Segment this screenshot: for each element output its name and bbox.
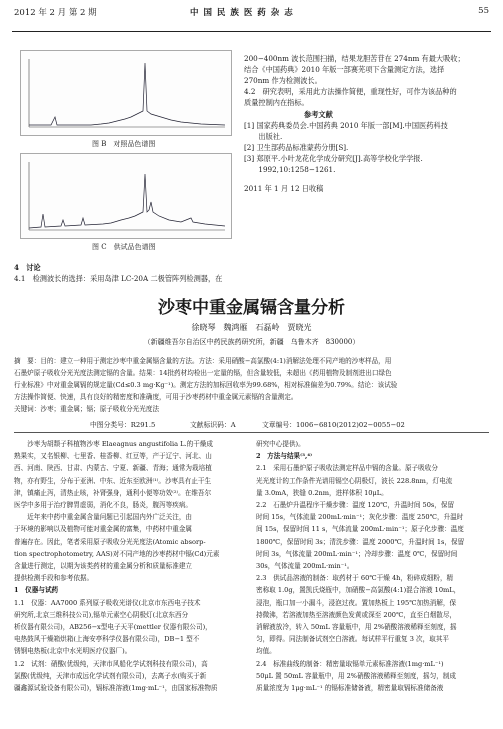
body-line: 熟果实，又名银柳、七里香、桂香柳、红豆等，产于辽宁、河北、山 [14, 452, 212, 461]
discussion-text: 4.1 检测波长的选择：采用岛津 LC-20A 二极管阵列检测器，在 [14, 274, 223, 283]
body-line: 质量浓度为 1μg·mL⁻¹ 的镉标准储备液，精密量取镉标准储备液 [256, 684, 444, 693]
body-line: 2.2 石墨炉升温程序干燥步骤：温度 120℃，升温时间 50s，保留 [256, 501, 455, 510]
body-line: tion spectrophotometry, AAS)对不同产地的沙枣药材中镉(Cd)元素 [14, 549, 220, 558]
reference-item: [2] 卫生部药品标准蒙药分册[S]. [244, 143, 349, 152]
body-line: 间 15s，保留时间 11 s，气体流量 200mL·min⁻¹；原子化步骤：温度 [256, 525, 464, 534]
discussion-heading: 4 讨论 [14, 263, 41, 272]
body-line: 时间 3s，气体流量 200mL·min⁻¹；冷却步骤：温度 0℃，保留时间 [256, 549, 458, 558]
text-line: 结合《中国药典》2010 年版一部赛芜项下含量测定方法，选择 [244, 65, 445, 74]
body-line: 于环境的影响以及植物可能对重金属的富集，中药材中重金属 [14, 525, 193, 534]
page-header [0, 0, 503, 34]
section-heading: 2 方法与结果⁽³,⁴⁾ [256, 452, 313, 461]
reference-item: [3] 郑原平.小叶龙花化学成分研究[J].高等学校化学学报. [244, 154, 423, 163]
body-line: 密称取 1.0g，置凯氏烧瓶中，加硝酸−高氯酸(4:1)混合溶液 10mL， [256, 586, 461, 595]
body-line: 2.4 标准曲线的制备：精密量取镉单元素标准溶液(1mg·mL⁻¹) [256, 659, 444, 668]
body-line: 50μL 置 50mL 容量瓶中，用 2%硝酸溶液稀释至刻度，摇匀，制成 [256, 671, 456, 680]
issue-date: 2012 年 2 月 第 2 期 [14, 8, 97, 18]
body-line: 锈钢电热板(北京中水光明医疗仪器厂)。 [14, 647, 132, 656]
abstract-line: 摘 要：目的：建立一种用于测定沙枣中重金属镉含量的方法。方法：采用硝酸−高氯酸(4:1)消解法处理不同产地的沙枣样品，用 [14, 357, 392, 365]
body-line: 研究中心提供)。 [256, 440, 305, 448]
body-line: 普遍存在。因此，笔者采用原子吸收分光光度法(Atomic absorp- [14, 537, 206, 546]
abstract-divider [14, 432, 489, 433]
header-rule [12, 31, 491, 32]
body-line: 西、河南、陕西、甘肃、内蒙古、宁夏、新疆、青海；通常为栽培植 [14, 464, 212, 473]
figure-c-caption: 图 C 供试品色谱图 [92, 243, 156, 251]
article-affiliation: （新疆维吾尔自治区中药民族药研究所，新疆 乌鲁木齐 830000） [143, 338, 360, 346]
reference-item: 1992,10:1258−1261. [244, 165, 336, 174]
body-left-column [14, 438, 246, 694]
body-line: 1.1 仪器：AA7000 系列原子吸收光谱仪(北京市东西电子技术 [14, 598, 201, 607]
body-line: 氯酸(优级纯，天津市成远化学试剂有限公司)，去离子水(购买于新 [14, 671, 207, 680]
body-line: 含量进行测定，以期为该类药材的重金属分析和质量标准建立 [14, 562, 193, 571]
abstract-block [14, 355, 489, 415]
article-number: 文章编号：1006−6810(2012)02−0055−02 [262, 421, 405, 429]
body-line: 电热鼓风干燥箱烘箱(上海安亭科学仪器有限公司)，DB−1 型不 [14, 635, 200, 644]
body-line: 析仪器有限公司)，AB256−ⅹ型电子天平(mettler 仪器有限公司)， [14, 623, 212, 632]
body-line: 量 3.0mA，狭缝 0.2nm，进样体积 10μL。 [256, 488, 388, 497]
previous-article-continuation [244, 53, 494, 194]
body-line: 均值。 [256, 647, 276, 656]
chromatogram-sample-figure [20, 153, 232, 239]
journal-name: 中 国 民 族 医 药 杂 志 [190, 8, 294, 18]
body-right-column [256, 438, 492, 694]
reference-item: [1] 国家药典委员会.中国药典 2010 年版一部[M].中国医药科技 [244, 121, 448, 130]
body-line: 持微沸，若溶液加热至溶液颜色发黄或深至 200℃，直至白烟散尽， [256, 610, 457, 619]
body-line: 2.1 采用石墨炉原子吸收法测定样品中镉的含量。原子吸收分 [256, 464, 438, 473]
body-line: 30s，气体流量 200mL·min⁻¹。 [256, 562, 354, 571]
body-line: 2.3 供试品溶液的制备：取药材于 60℃干燥 4h，粉碎成细粉，精 [256, 574, 454, 583]
references-heading: 参考文献 [304, 110, 333, 119]
body-line: 匀，即得。同法制备试剂空白溶液。每试样平行重复 3 次，取其平 [256, 635, 450, 644]
abstract-line: 石墨炉原子吸收分光光度法测定镉的含量。结果：14批药材均检出一定量的镉，但含量较低，未超出《药用植物及制剂进出口绿色 [14, 369, 392, 377]
body-line: 研究所,北京三维科技公司),镉单元素空心阴极灯(北京东西分 [14, 610, 189, 619]
article-title: 沙枣中重金属镉含量分析 [158, 298, 345, 318]
text-line: 质量控制内在指标。 [244, 98, 309, 107]
body-line: 消解液放冷，转入 50mL 容量瓶中，用 2%硝酸溶液稀释至刻度，摇 [256, 623, 457, 632]
body-line: 医学中多用于治疗脾胃虚弱，消化不良，肠炎，腹泻等疾病。 [14, 501, 193, 510]
body-line: 物，亦有野生，分布于亚洲、中东、近东至欧洲⁽¹⁾。沙枣具有止干生 [14, 476, 212, 485]
page-number: 55 [478, 6, 489, 16]
keywords-line: 关键词：沙枣；重金属；镉；原子吸收分光光度法 [14, 405, 160, 413]
text-line: 270nm 作为检测波长。 [244, 76, 322, 85]
document-code: 文献标识码：A [190, 421, 236, 429]
abstract-line: 行业标准》中对重金属镉的规定量(Cd≤0.3 mg·Kg⁻¹)。测定方法的加标回收率为99.68%，相对标准偏差为0.79%。结论：该试验 [14, 381, 398, 389]
discussion-section [14, 262, 239, 284]
text-line: 4.2 研究表明，采用此方法操作简便，重现性好，可作为该品种的 [244, 87, 457, 96]
body-line: 疆鑫源试验设备有限公司)，镉标准溶液(1mg·mL⁻¹，由国家标准物质 [14, 684, 218, 693]
body-line: 沙枣为胡颓子科植物沙枣 Elaeagnus angustifolia L.的干燥成 [14, 440, 213, 448]
article-authors: 徐晓琴 魏鸿雁 石磊岭 贾晓光 [191, 323, 312, 332]
figure-b-caption: 图 B 对照品色谱图 [92, 140, 156, 148]
text-line: 200−400nm 波长范围扫描，结果龙胆苦苷在 274nm 有最大吸收； [244, 54, 465, 63]
clc-number: 中图分类号：R291.5 [90, 421, 156, 429]
abstract-line: 方法操作简便、快速，具有良好的精密度和准确度，可用于沙枣药材中重金属元素镉的含量测定。 [14, 393, 298, 401]
section-heading: 1 仪器与试药 [14, 586, 59, 595]
received-date: 2011 年 1 月 12 日收稿 [244, 184, 324, 193]
body-line: 近年来中药中重金属含量问题已引起国内外广泛关注，由 [14, 513, 193, 522]
body-line: 1.2 试剂：硝酸(优级纯，天津市风船化学试剂科技有限公司)，高 [14, 659, 208, 668]
body-line: 时间 15s，气体流量 200mL·min⁻¹；灰化步骤：温度 250℃，升温时 [256, 513, 464, 522]
body-line: 浸泡，瓶口加一小漏斗，浸泡过夜。置加热板上 195℃加热消解，保 [256, 598, 457, 607]
body-line: 津，镇痛止泻，清热止咳，补肾强身，通利小便等功效⁽²⁾。在维吾尔 [14, 488, 212, 497]
reference-item: 出版社. [244, 132, 283, 141]
body-line: 1800℃，保留时间 3s；清洗步骤：温度 2000℃，升温时间 1s，保留 [256, 537, 465, 546]
chromatogram-reference-figure [20, 50, 232, 136]
body-line: 提供检测手段和参考依据。 [14, 574, 94, 583]
body-line: 光光度计的工作条件光谱用镉空心阴极灯，波长 228.8nm，灯电流 [256, 476, 453, 485]
